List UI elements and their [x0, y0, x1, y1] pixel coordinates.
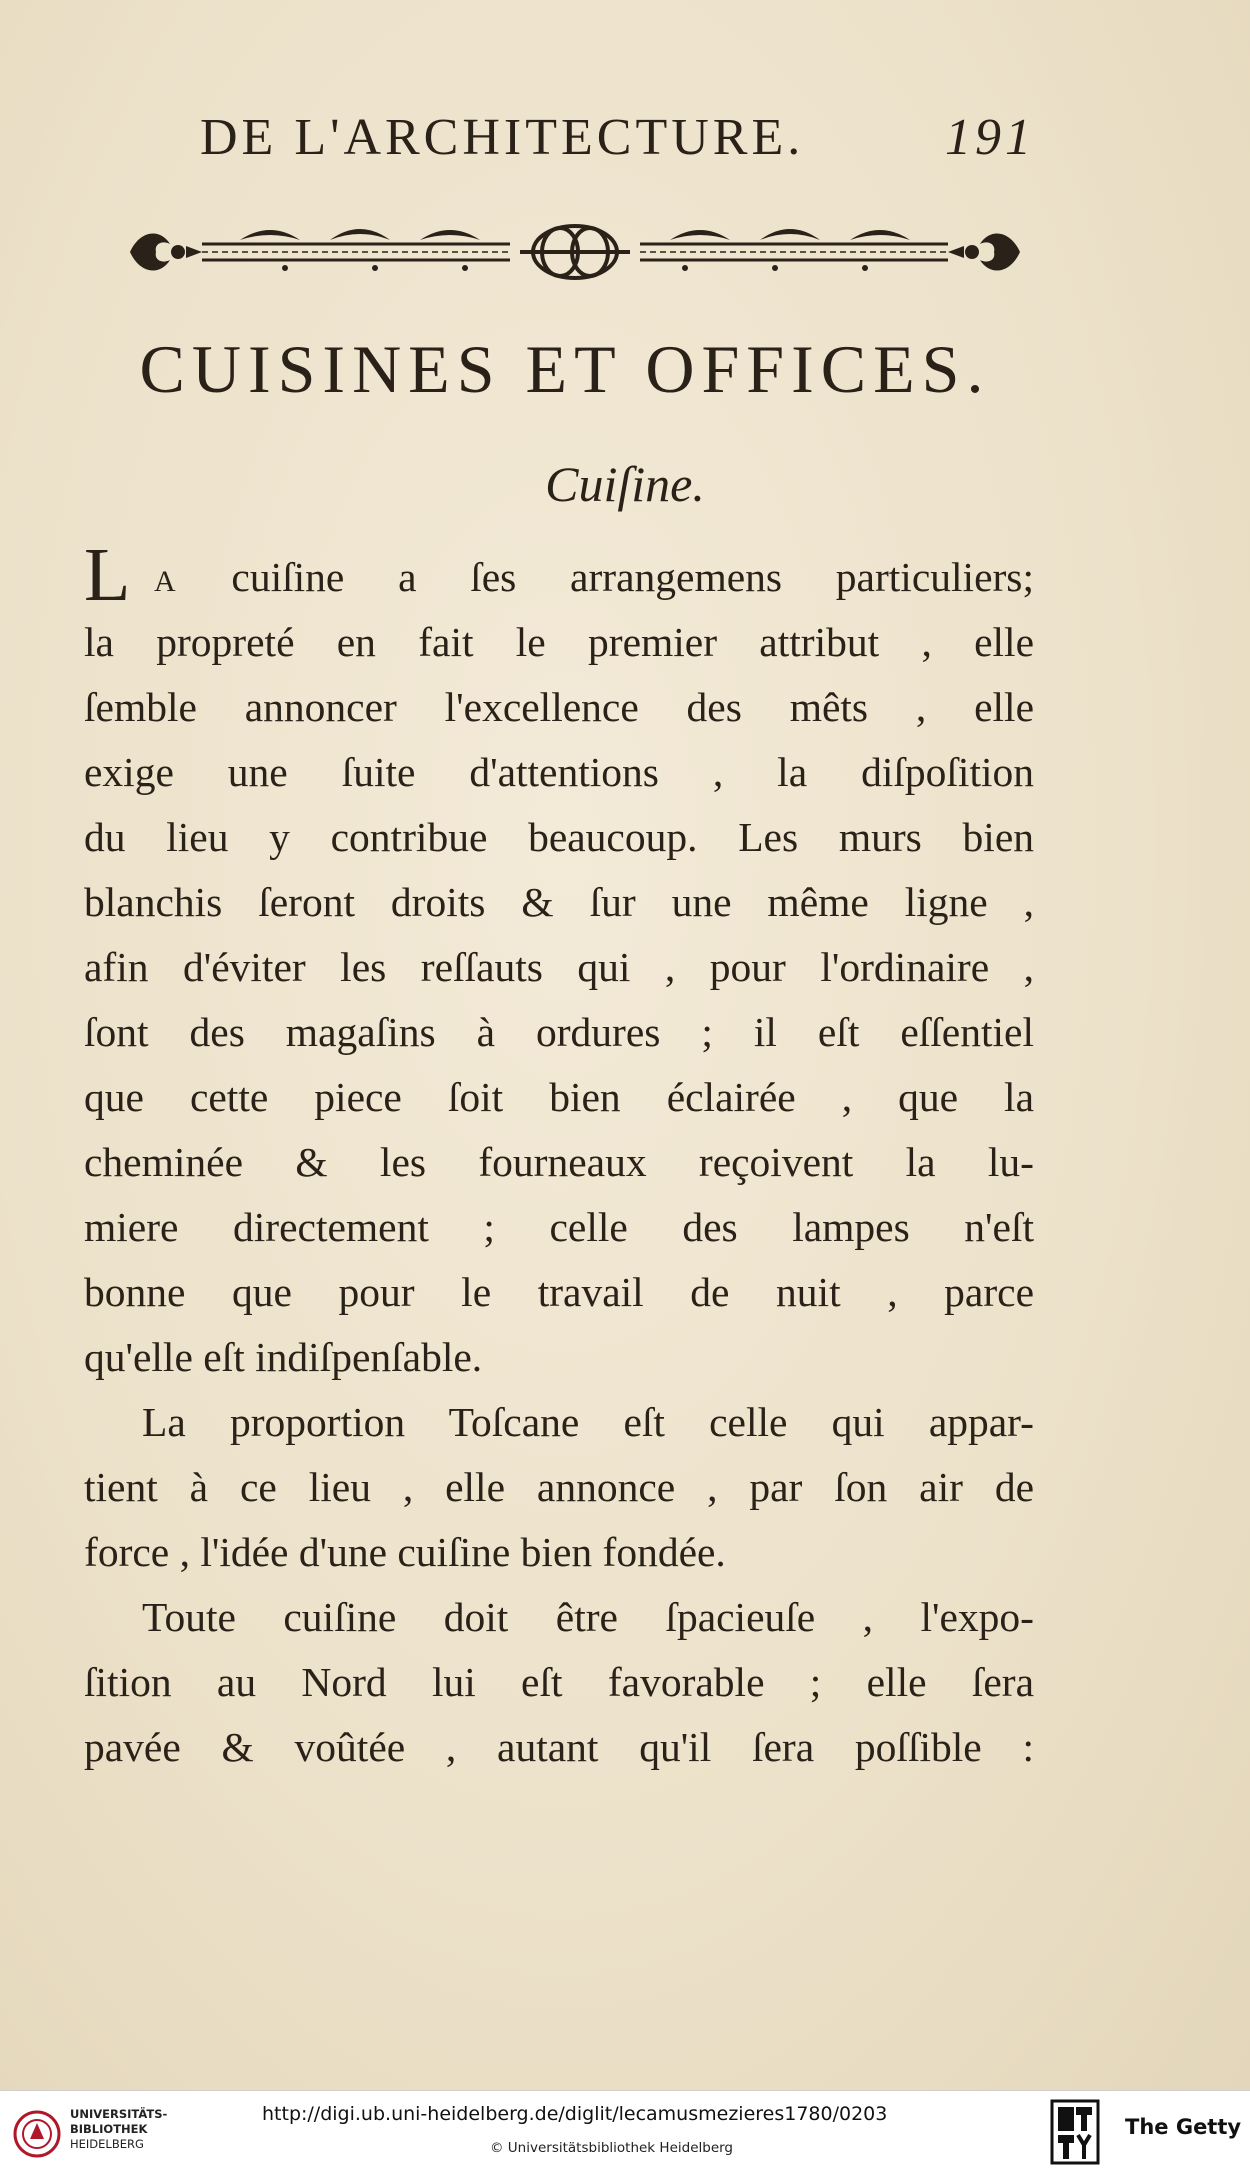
text-line: afin d'éviter les reſſauts qui , pour l'ordinaire ,: [84, 944, 1034, 990]
drop-cap: L: [84, 533, 131, 617]
text-line: [84, 533, 1034, 617]
text-line: pavée & voûtée , autant qu'il ſera poſſible :: [84, 1724, 1034, 1770]
text-line: miere directement ; celle des lampes n'eſt: [84, 1204, 1034, 1250]
text-line: qu'elle eſt indiſpenſable.: [84, 1334, 483, 1380]
copyright-notice: © Universitätsbibliothek Heidelberg: [490, 2140, 734, 2156]
section-title: Cuiſine.: [545, 456, 705, 512]
text-line: blanchis ſeront droits & ſur une même ligne ,: [84, 879, 1034, 925]
decorative-ornament-band: [120, 210, 1030, 295]
permalink-url[interactable]: http://digi.ub.uni-heidelberg.de/diglit/lecamusmezieres1780/0203: [262, 2103, 888, 2125]
text-line: ſont des magaſins à ordures ; il eſt eſſentiel: [84, 1009, 1034, 1055]
text-line: La proportion Toſcane eſt celle qui appar-: [142, 1399, 1034, 1445]
getty-name: The Getty: [1125, 2115, 1242, 2139]
left-garland: [240, 229, 480, 271]
first-word-rest: A: [154, 565, 178, 598]
text-line: ſition au Nord lui eſt favorable ; elle ſera: [84, 1659, 1034, 1705]
body-text: [84, 533, 1034, 1780]
text-line: la propreté en fait le premier attribut , elle: [84, 619, 1034, 665]
text-line: du lieu y contribue beaucoup. Les murs bien: [84, 814, 1034, 860]
right-garland: [670, 229, 910, 271]
library-name: [70, 2107, 167, 2152]
text-line: tient à ce lieu , elle annonce , par ſon air de: [84, 1464, 1034, 1510]
text-line: que cette piece ſoit bien éclairée , que la: [84, 1074, 1034, 1120]
university-seal-icon: [12, 2109, 62, 2159]
running-head: [200, 108, 1035, 178]
library-name-line: UNIVERSITÄTS-: [70, 2107, 168, 2121]
getty-logo-icon: [1050, 2099, 1100, 2165]
text-line: exige une ſuite d'attentions , la diſpoſition: [84, 749, 1034, 795]
text-line: ſemble annoncer l'excellence des mêts , elle: [84, 684, 1034, 730]
text-line: bonne que pour le travail de nuit , parce: [84, 1269, 1034, 1315]
library-name-line: BIBLIOTHEK: [70, 2122, 148, 2136]
left-fleuron: [130, 234, 202, 271]
text-line: Toute cuiſine doit être ſpacieuſe , l'expo-: [142, 1594, 1034, 1640]
first-line-rest: cuiſine a ſes arrangemens particuliers;: [177, 554, 1034, 600]
page-number: 191: [945, 109, 1035, 166]
text-line: cheminée & les fourneaux reçoivent la lu-: [84, 1139, 1034, 1185]
text-line: force , l'idée d'une cuiſine bien fondée.: [84, 1529, 726, 1575]
center-knot: [520, 226, 630, 278]
chapter-title: CUISINES ET OFFICES.: [139, 331, 991, 407]
right-fleuron: [948, 234, 1020, 271]
running-title: DE L'ARCHITECTURE.: [200, 109, 805, 166]
library-name-line: HEIDELBERG: [70, 2137, 144, 2151]
viewer-footer: [0, 2090, 1250, 2176]
